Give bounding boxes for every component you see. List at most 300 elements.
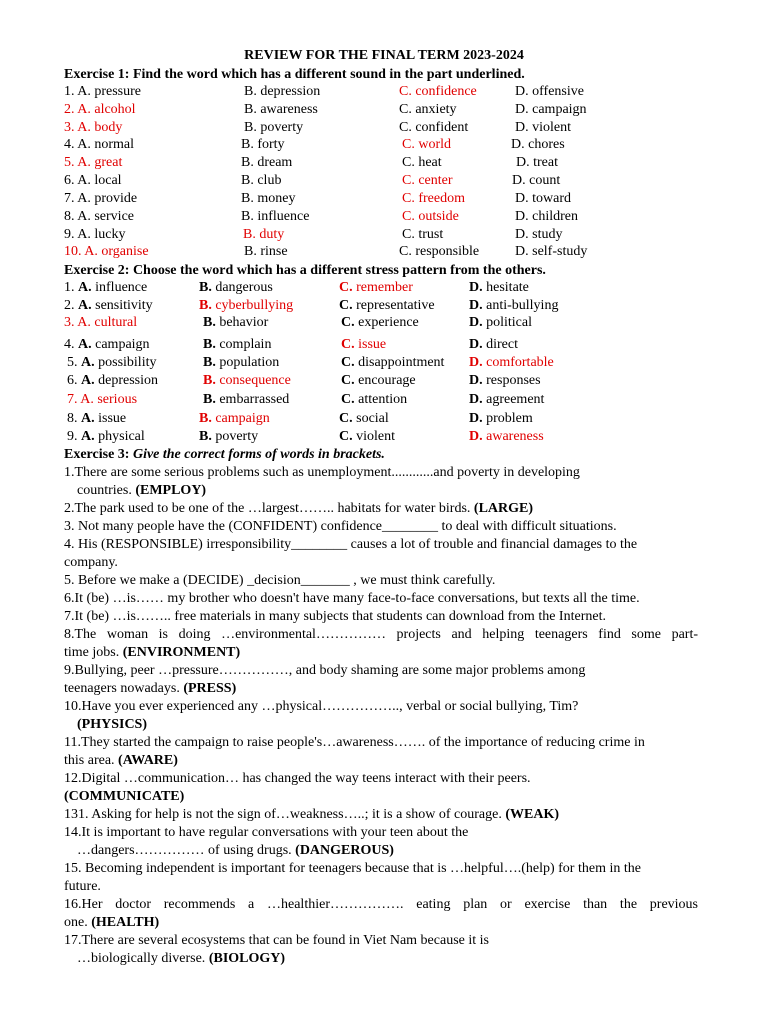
option-letter: D. — [469, 337, 483, 352]
option-letter: A. — [78, 280, 92, 295]
option-c — [341, 372, 416, 390]
exercise2-heading: Exercise 2: Choose the word which has a different stress pattern from the others. — [64, 263, 546, 278]
question-number: 8. — [67, 411, 78, 426]
option-d — [515, 208, 578, 226]
option-d — [469, 279, 529, 297]
line-text: countries. — [77, 483, 132, 498]
exercise1-question — [0, 154, 768, 172]
option-letter: D. — [515, 227, 529, 242]
option-letter: D. — [515, 244, 529, 259]
option-letter: B. — [241, 173, 254, 188]
option-letter: C. — [402, 155, 415, 170]
option-b — [244, 83, 320, 101]
option-b — [241, 154, 292, 172]
option-d — [469, 391, 544, 409]
option-a — [67, 354, 156, 372]
question-number: 4. — [64, 137, 75, 152]
option-c — [341, 354, 444, 372]
option-c — [341, 391, 407, 409]
option-letter: A. — [77, 84, 91, 99]
question-number: 1. — [64, 84, 75, 99]
option-word: remember — [356, 280, 413, 295]
option-letter: B. — [241, 137, 254, 152]
question-number: 9. — [64, 227, 75, 242]
option-word: poverty — [260, 120, 304, 135]
exercise2-question — [0, 391, 768, 409]
option-word: issue — [98, 411, 127, 426]
option-c — [339, 279, 413, 297]
option-word: poverty — [215, 429, 259, 444]
option-word: agreement — [486, 392, 545, 407]
exercise3-line — [64, 842, 698, 860]
option-word: awareness — [260, 102, 318, 117]
option-word: influence — [257, 209, 310, 224]
option-letter: A. — [77, 120, 91, 135]
question-number: 4. — [64, 337, 75, 352]
word-hint: (PHYSICS) — [77, 717, 148, 732]
exercise3-line — [64, 896, 698, 914]
option-b — [244, 119, 303, 137]
option-letter: A. — [80, 392, 94, 407]
option-d — [469, 336, 518, 354]
exercise3-line — [64, 572, 698, 590]
option-c — [402, 154, 442, 172]
word-hint: (ENVIRONMENT) — [122, 645, 241, 660]
question-number: 2. — [64, 102, 75, 117]
option-b — [243, 226, 284, 244]
option-word: outside — [418, 209, 459, 224]
option-letter: B. — [199, 429, 212, 444]
option-word: social — [356, 411, 389, 426]
option-b — [203, 372, 291, 390]
option-letter: A. — [84, 244, 98, 259]
option-word: cultural — [94, 315, 138, 330]
exercise3-line — [64, 932, 698, 950]
exercise3-line — [64, 824, 698, 842]
option-word: confidence — [415, 84, 477, 99]
option-word: heat — [418, 155, 442, 170]
option-d — [511, 136, 565, 154]
exercise3-instruction: Give the correct forms of words in brackets. — [132, 447, 385, 462]
option-letter: C. — [339, 429, 353, 444]
option-letter: B. — [203, 373, 216, 388]
option-a — [64, 119, 122, 137]
option-d — [515, 83, 584, 101]
option-a — [64, 172, 122, 190]
exercise3-line — [64, 770, 698, 788]
exercise1-question — [0, 172, 768, 190]
option-a — [64, 314, 137, 332]
word-hint: (EMPLOY) — [135, 483, 207, 498]
option-letter: C. — [339, 298, 353, 313]
option-word: disappointment — [358, 355, 445, 370]
option-letter: C. — [339, 411, 353, 426]
option-letter: D. — [469, 280, 483, 295]
option-letter: B. — [244, 84, 257, 99]
option-letter: C. — [399, 84, 412, 99]
exercise3-line — [64, 608, 698, 626]
option-letter: C. — [402, 209, 415, 224]
option-word: responsible — [415, 244, 480, 259]
line-text: 8.The woman is doing …environmental…………… projects and helping teenagers find some part- — [64, 627, 698, 642]
option-word: center — [418, 173, 453, 188]
exercise3-line — [64, 626, 698, 644]
option-word: rinse — [260, 244, 288, 259]
option-d — [512, 172, 560, 190]
option-word: service — [94, 209, 135, 224]
exercise3-body — [64, 464, 698, 968]
option-word: direct — [486, 337, 518, 352]
option-word: confident — [415, 120, 469, 135]
option-letter: A. — [77, 315, 91, 330]
word-hint: (BIOLOGY) — [208, 951, 286, 966]
option-letter: D. — [469, 315, 483, 330]
option-c — [399, 119, 468, 137]
word-hint: (HEALTH) — [91, 915, 160, 930]
option-letter: C. — [402, 137, 415, 152]
option-word: sensitivity — [95, 298, 153, 313]
word-hint: (LARGE) — [473, 501, 534, 516]
option-word: trust — [418, 227, 444, 242]
option-d — [515, 101, 587, 119]
option-letter: B. — [243, 227, 256, 242]
option-word: population — [219, 355, 280, 370]
option-b — [241, 190, 295, 208]
word-hint: (WEAK) — [505, 807, 559, 822]
word-hint: (PRESS) — [183, 681, 237, 696]
line-text: this area. — [64, 753, 115, 768]
option-c — [402, 136, 451, 154]
option-word: serious — [97, 392, 138, 407]
option-word: children — [532, 209, 578, 224]
option-a — [64, 83, 141, 101]
option-word: problem — [486, 411, 533, 426]
exercise2-question — [0, 354, 768, 372]
exercise3-line — [64, 590, 698, 608]
option-b — [199, 279, 273, 297]
line-text: 7.It (be) …is…….. free materials in many subjects that students can download from the Internet. — [64, 609, 606, 624]
option-word: political — [486, 315, 533, 330]
exercise3-line — [64, 500, 698, 518]
option-letter: B. — [203, 355, 216, 370]
option-word: anxiety — [415, 102, 457, 117]
option-word: duty — [259, 227, 285, 242]
page-title: REVIEW FOR THE FINAL TERM 2023-2024 — [244, 48, 524, 63]
option-word: hesitate — [486, 280, 529, 295]
exercise3-line — [64, 734, 698, 752]
option-letter: C. — [341, 355, 355, 370]
option-word: toward — [532, 191, 572, 206]
option-b — [203, 391, 289, 409]
line-text: …biologically diverse. — [77, 951, 206, 966]
option-d — [515, 119, 571, 137]
option-word: complain — [219, 337, 272, 352]
option-a — [64, 190, 137, 208]
exercise3-line — [64, 680, 698, 698]
option-letter: B. — [241, 191, 254, 206]
option-letter: B. — [244, 102, 257, 117]
option-letter: D. — [515, 209, 529, 224]
option-word: freedom — [418, 191, 465, 206]
option-letter: B. — [241, 209, 254, 224]
option-word: depression — [98, 373, 159, 388]
question-number: 3. — [64, 315, 75, 330]
option-d — [469, 297, 558, 315]
option-d — [515, 243, 587, 261]
option-word: violent — [356, 429, 396, 444]
option-b — [203, 354, 279, 372]
option-word: great — [94, 155, 123, 170]
option-letter: A. — [77, 227, 91, 242]
exercise2-question — [0, 410, 768, 428]
option-word: representative — [356, 298, 435, 313]
option-letter: D. — [469, 392, 483, 407]
option-letter: D. — [469, 411, 483, 426]
exercise1-question — [0, 208, 768, 226]
exercise1-question — [0, 243, 768, 261]
option-word: dream — [257, 155, 293, 170]
option-letter: C. — [399, 102, 412, 117]
option-word: possibility — [98, 355, 157, 370]
question-number: 9. — [67, 429, 78, 444]
exercise3-heading — [64, 446, 385, 463]
option-letter: D. — [515, 102, 529, 117]
exercise3-line — [64, 878, 698, 896]
option-d — [469, 410, 533, 428]
option-word: campaign — [532, 102, 587, 117]
line-text: 1.There are some serious problems such as unemployment............and poverty in developing — [64, 465, 580, 480]
exercise1-question — [0, 190, 768, 208]
option-d — [515, 190, 571, 208]
question-number: 6. — [67, 373, 78, 388]
option-letter: A. — [77, 137, 91, 152]
exercise3-line — [64, 644, 698, 662]
option-word: attention — [358, 392, 408, 407]
option-word: issue — [358, 337, 387, 352]
exercise3-line — [64, 698, 698, 716]
option-d — [515, 226, 562, 244]
line-text: one. — [64, 915, 88, 930]
option-b — [241, 172, 281, 190]
option-letter: A. — [78, 298, 92, 313]
option-letter: D. — [515, 191, 529, 206]
option-b — [203, 336, 271, 354]
line-text: 131. Asking for help is not the sign of…weakness…..; it is a show of courage. — [64, 807, 502, 822]
option-c — [339, 410, 389, 428]
option-a — [64, 297, 153, 315]
option-word: cyberbullying — [215, 298, 294, 313]
option-a — [64, 226, 125, 244]
option-word: pressure — [94, 84, 142, 99]
exercise1-question — [0, 226, 768, 244]
exercise3-label: Exercise 3: — [64, 447, 130, 462]
option-letter: B. — [203, 392, 216, 407]
option-letter: A. — [81, 429, 95, 444]
option-letter: C. — [341, 315, 355, 330]
option-letter: A. — [77, 102, 91, 117]
option-c — [402, 226, 443, 244]
line-text: 6.It (be) …is…… my brother who doesn't have many face-to-face conversations, but texts all the time. — [64, 591, 640, 606]
question-number: 10. — [64, 244, 82, 259]
option-letter: C. — [402, 173, 415, 188]
option-d — [469, 314, 532, 332]
exercise1-question — [0, 101, 768, 119]
exercise3-line — [64, 752, 698, 770]
line-text: 4. His (RESPONSIBLE) irresponsibility________ causes a lot of trouble and financial damages to the — [64, 537, 638, 552]
option-c — [399, 101, 457, 119]
option-word: treat — [533, 155, 558, 170]
option-word: campaign — [95, 337, 150, 352]
option-word: dangerous — [215, 280, 273, 295]
option-letter: D. — [516, 155, 530, 170]
option-letter: D. — [469, 298, 483, 313]
line-text: 12.Digital …communication… has changed the way teens interact with their peers. — [64, 771, 531, 786]
option-d — [469, 354, 554, 372]
option-b — [199, 297, 293, 315]
option-word: violent — [532, 120, 572, 135]
option-word: local — [94, 173, 122, 188]
option-letter: B. — [199, 280, 212, 295]
exercise1-question — [0, 136, 768, 154]
option-letter: C. — [341, 373, 355, 388]
option-letter: D. — [469, 355, 483, 370]
option-a — [64, 101, 136, 119]
line-text: 14.It is important to have regular conversations with your teen about the — [64, 825, 469, 840]
question-number: 8. — [64, 209, 75, 224]
line-text: time jobs. — [64, 645, 120, 660]
question-number: 6. — [64, 173, 75, 188]
option-word: world — [418, 137, 452, 152]
exercise3-line — [64, 950, 698, 968]
exercise3-line — [64, 716, 698, 734]
option-c — [402, 190, 465, 208]
option-letter: A. — [81, 411, 95, 426]
option-a — [64, 336, 150, 354]
option-letter: B. — [199, 298, 212, 313]
option-a — [64, 136, 134, 154]
option-letter: D. — [512, 173, 526, 188]
question-number: 5. — [67, 355, 78, 370]
line-text: company. — [64, 555, 118, 570]
option-letter: A. — [81, 355, 95, 370]
exercise2-question — [0, 428, 768, 446]
option-a — [64, 208, 134, 226]
option-b — [244, 101, 318, 119]
line-text: 17.There are several ecosystems that can be found in Viet Nam because it is — [64, 933, 489, 948]
option-word: offensive — [532, 84, 584, 99]
option-b — [241, 136, 285, 154]
option-letter: C. — [341, 337, 355, 352]
option-word: study — [532, 227, 563, 242]
exercise2-question — [0, 314, 768, 332]
option-b — [203, 314, 268, 332]
exercise3-line — [64, 482, 698, 500]
option-word: club — [257, 173, 282, 188]
option-word: anti-bullying — [486, 298, 559, 313]
option-word: alcohol — [94, 102, 136, 117]
option-c — [402, 208, 459, 226]
option-word: body — [94, 120, 123, 135]
option-c — [339, 428, 395, 446]
option-word: normal — [94, 137, 135, 152]
option-word: count — [529, 173, 561, 188]
exercise3-line — [64, 806, 698, 824]
line-text: future. — [64, 879, 101, 894]
option-letter: D. — [469, 373, 483, 388]
option-c — [399, 243, 479, 261]
line-text: 10.Have you ever experienced any …physical…………….., verbal or social bullying, Tim? — [64, 699, 579, 714]
option-word: provide — [94, 191, 138, 206]
option-b — [244, 243, 288, 261]
option-c — [399, 83, 477, 101]
option-word: money — [257, 191, 296, 206]
option-letter: A. — [77, 173, 91, 188]
option-letter: A. — [77, 155, 91, 170]
option-letter: C. — [341, 392, 355, 407]
line-text: 2.The park used to be one of the …largest…….. habitats for water birds. — [64, 501, 471, 516]
option-a — [64, 154, 122, 172]
option-d — [469, 428, 544, 446]
question-number: 7. — [64, 191, 75, 206]
word-hint: (COMMUNICATE) — [64, 789, 185, 804]
question-number: 2. — [64, 298, 75, 313]
word-hint: (DANGEROUS) — [295, 843, 394, 858]
option-word: organise — [101, 244, 149, 259]
exercise3-line — [64, 554, 698, 572]
option-word: chores — [528, 137, 565, 152]
line-text: 5. Before we make a (DECIDE) _decision_______ , we must think carefully. — [64, 573, 496, 588]
option-c — [402, 172, 453, 190]
option-letter: B. — [203, 337, 216, 352]
line-text: teenagers nowadays. — [64, 681, 180, 696]
line-text: 3. Not many people have the (CONFIDENT) confidence________ to deal with difficult situations. — [64, 519, 617, 534]
option-word: responses — [486, 373, 541, 388]
option-word: encourage — [358, 373, 416, 388]
option-word: comfortable — [486, 355, 554, 370]
exercise3-line — [64, 860, 698, 878]
option-letter: C. — [402, 227, 415, 242]
option-letter: B. — [199, 411, 212, 426]
line-text: 9.Bullying, peer …pressure……………, and body shaming are some major problems among — [64, 663, 586, 678]
exercise3-line — [64, 464, 698, 482]
option-d — [516, 154, 558, 172]
option-letter: C. — [399, 244, 412, 259]
option-letter: D. — [515, 120, 529, 135]
exercise3-line — [64, 536, 698, 554]
option-a — [67, 410, 126, 428]
option-letter: C. — [399, 120, 412, 135]
exercise3-line — [64, 914, 698, 932]
option-letter: A. — [77, 191, 91, 206]
option-word: experience — [358, 315, 419, 330]
option-a — [67, 428, 145, 446]
option-word: embarrassed — [219, 392, 290, 407]
option-letter: B. — [244, 244, 257, 259]
exercise2-question — [0, 372, 768, 390]
question-number: 7. — [67, 392, 78, 407]
option-word: behavior — [219, 315, 269, 330]
option-letter: A. — [81, 373, 95, 388]
exercise1-heading: Exercise 1: Find the word which has a different sound in the part underlined. — [64, 67, 525, 82]
option-word: depression — [260, 84, 321, 99]
option-a — [67, 391, 137, 409]
exercise2-question — [0, 336, 768, 354]
exercise2-question — [0, 279, 768, 297]
option-letter: C. — [402, 191, 415, 206]
option-b — [199, 410, 270, 428]
option-a — [64, 279, 147, 297]
option-letter: D. — [469, 429, 483, 444]
